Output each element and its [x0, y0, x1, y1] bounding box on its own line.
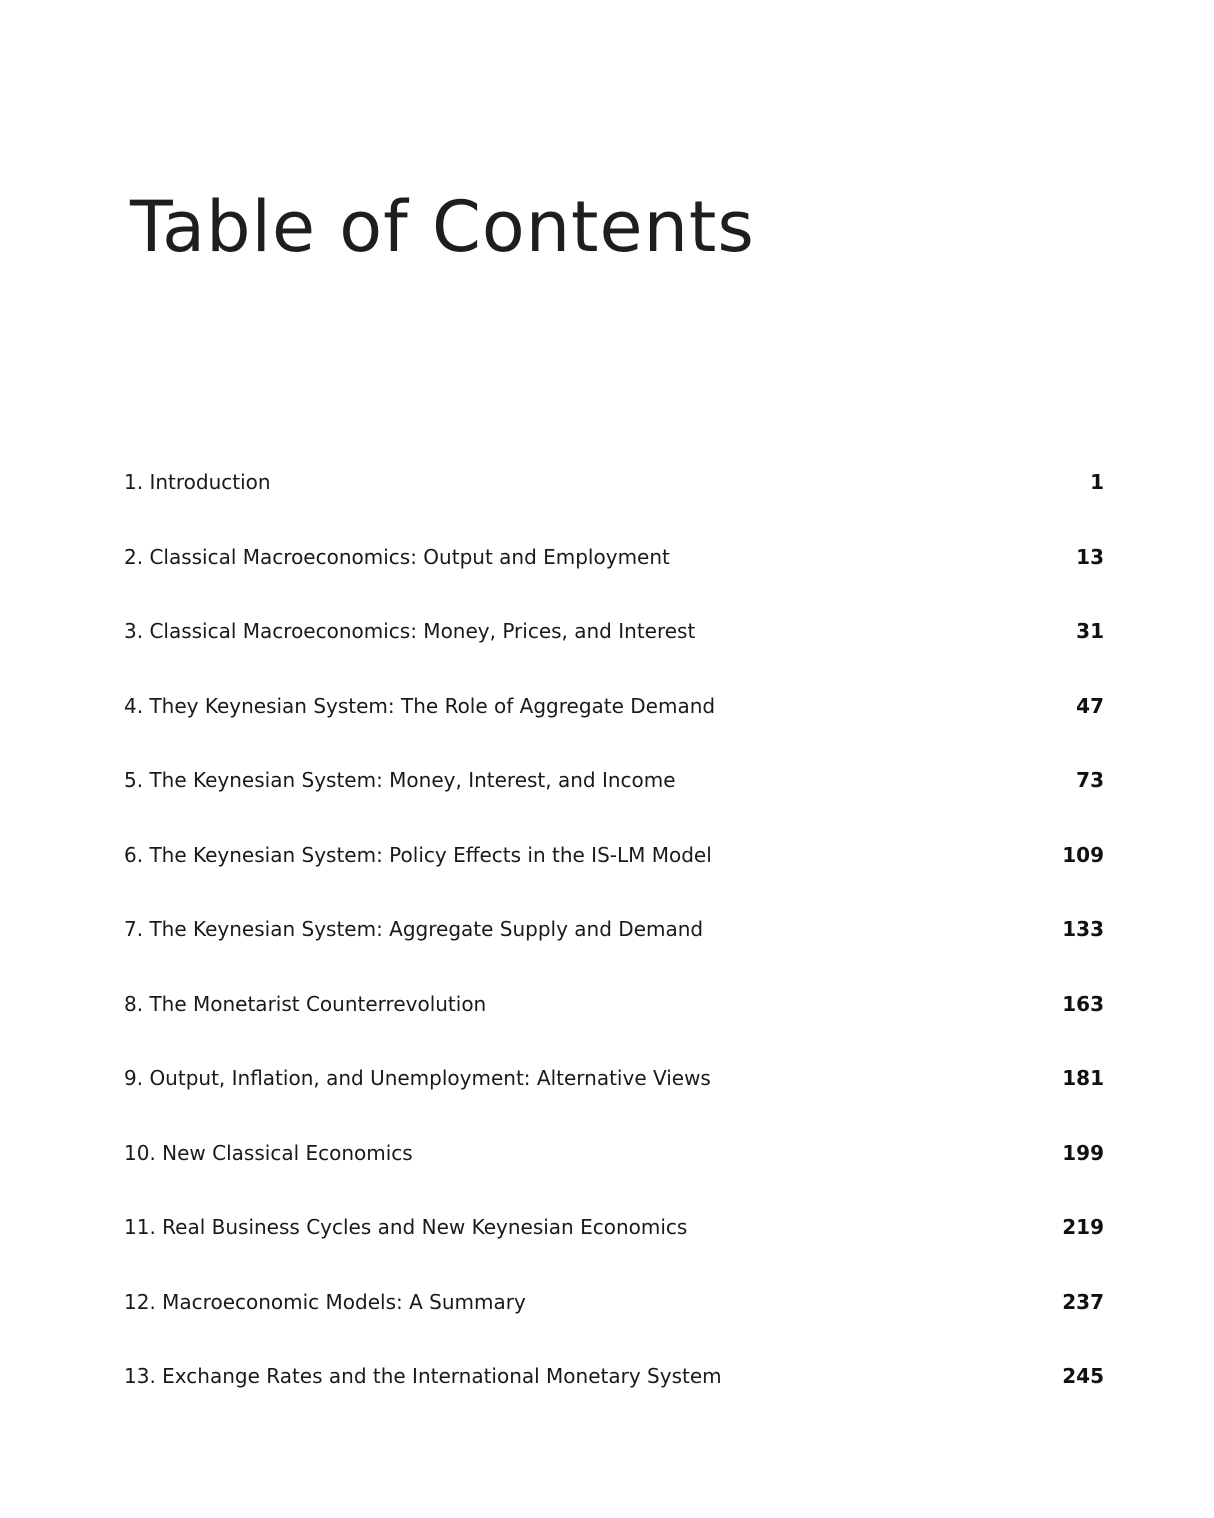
- toc-entry-page: 181: [1062, 1066, 1104, 1090]
- toc-list: [124, 470, 1104, 1439]
- toc-entry-page: 219: [1062, 1215, 1104, 1239]
- toc-entry: [124, 1364, 1104, 1439]
- toc-entry-page: 199: [1062, 1140, 1104, 1165]
- toc-entry-page: 1: [1090, 470, 1104, 494]
- toc-entry-title: 13. Exchange Rates and the International Monetary System: [124, 1364, 722, 1388]
- toc-entry-title: 1. Introduction: [124, 470, 271, 494]
- page-title: Table of Contents: [130, 186, 755, 268]
- toc-entry-title: 7. The Keynesian System: Aggregate Supply and Demand: [124, 917, 704, 941]
- toc-entry-title: 6. The Keynesian System: Policy Effects in the IS-LM Model: [124, 842, 712, 867]
- toc-entry-page: 163: [1062, 991, 1104, 1016]
- toc-entry: [124, 1215, 1104, 1290]
- toc-entry-page: 13: [1076, 544, 1104, 569]
- toc-entry-title: 11. Real Business Cycles and New Keynesian Economics: [124, 1215, 688, 1239]
- toc-entry: [124, 1066, 1104, 1141]
- toc-entry-title: 2. Classical Macroeconomics: Output and Employment: [124, 544, 670, 569]
- toc-entry: [124, 917, 1104, 992]
- toc-entry: [124, 1141, 1104, 1216]
- toc-entry: [124, 992, 1104, 1067]
- toc-entry-page: 31: [1076, 619, 1104, 643]
- toc-entry: [124, 843, 1104, 918]
- toc-entry-page: 133: [1062, 917, 1104, 941]
- toc-entry: [124, 768, 1104, 843]
- toc-entry-page: 73: [1076, 768, 1104, 792]
- toc-entry-title: 8. The Monetarist Counterrevolution: [124, 991, 487, 1016]
- toc-entry-page: 237: [1062, 1289, 1104, 1314]
- toc-entry: [124, 1290, 1104, 1365]
- toc-entry-title: 3. Classical Macroeconomics: Money, Prices, and Interest: [124, 619, 696, 643]
- toc-entry-page: 47: [1076, 693, 1104, 718]
- toc-entry-title: 12. Macroeconomic Models: A Summary: [124, 1289, 526, 1314]
- toc-entry: [124, 694, 1104, 769]
- toc-entry-title: 5. The Keynesian System: Money, Interest, and Income: [124, 768, 676, 792]
- toc-entry-page: 245: [1062, 1364, 1104, 1388]
- toc-entry: [124, 470, 1104, 545]
- toc-entry-title: 10. New Classical Economics: [124, 1140, 413, 1165]
- toc-entry-title: 4. They Keynesian System: The Role of Aggregate Demand: [124, 693, 716, 718]
- toc-entry-title: 9. Output, Inflation, and Unemployment: Alternative Views: [124, 1066, 711, 1090]
- toc-entry: [124, 619, 1104, 694]
- toc-entry-page: 109: [1062, 842, 1104, 867]
- toc-entry: [124, 545, 1104, 620]
